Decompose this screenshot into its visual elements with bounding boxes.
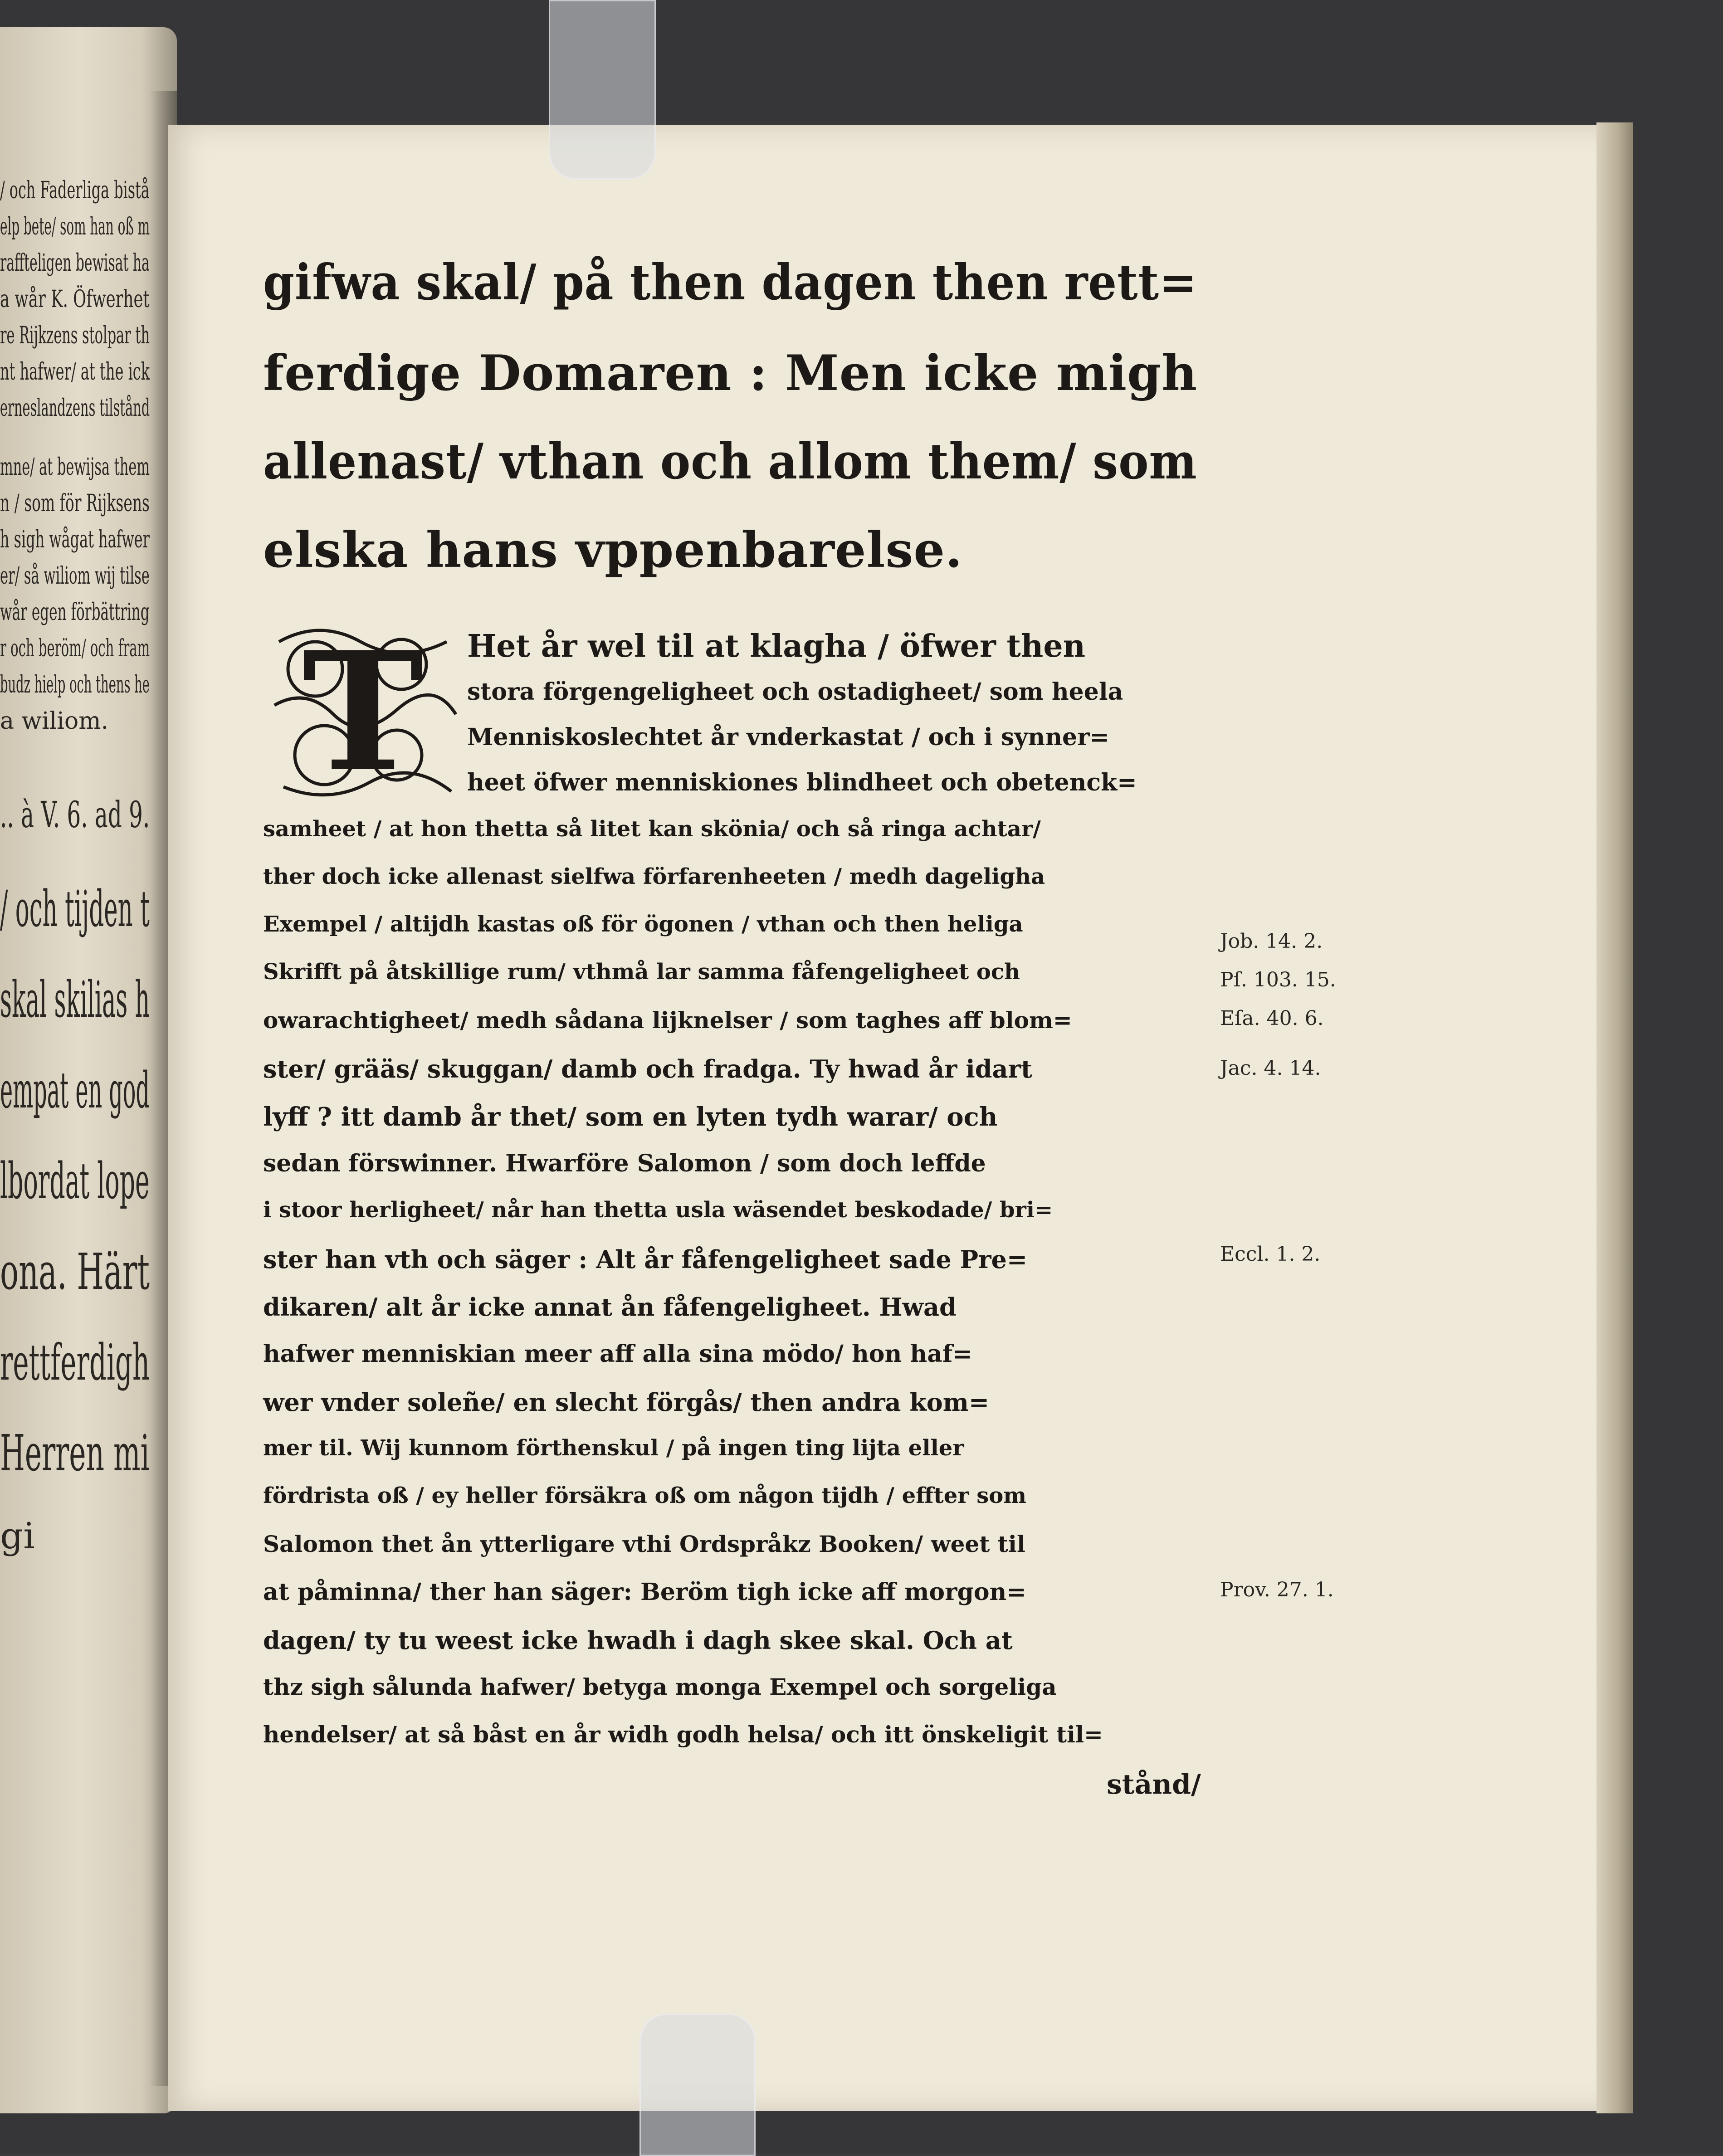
body-line: i stoor herligheet/ når han thetta usla wäsendet beskodade/ bri= bbox=[263, 1197, 1053, 1223]
left-page-line: nt hafwer/ at the ick bbox=[0, 358, 150, 385]
left-page-line: re Rijkzens stolpar th bbox=[0, 322, 150, 349]
body-line: mer til. Wij kunnom förthenskul / på ingen ting lijta eller bbox=[263, 1435, 964, 1461]
body-line: thz sigh sålunda hafwer/ betyga monga Exempel och sorgeliga bbox=[263, 1673, 1057, 1700]
left-page-line: lbordat lope bbox=[0, 1152, 150, 1210]
drop-cap bbox=[265, 615, 460, 810]
body-line: samheet / at hon thetta så litet kan skönia/ och så ringa achtar/ bbox=[263, 816, 1041, 842]
body-line: stora förgengeligheet och ostadigheet/ som heela bbox=[467, 678, 1123, 706]
margin-reference: Pſ. 103. 15. bbox=[1220, 968, 1336, 991]
heading-line: ferdige Domaren : Men icke migh bbox=[263, 345, 1198, 402]
body-line: Exempel / altijdh kastas oß för ögonen / vthan och then heliga bbox=[263, 912, 1023, 937]
left-page-line: ona. Härt bbox=[0, 1243, 150, 1301]
body-line: lyff ? itt damb år thet/ som en lyten tydh warar/ och bbox=[263, 1102, 998, 1132]
body-line: ster/ grääs/ skuggan/ damb och fradga. Ty hwad år idart bbox=[263, 1054, 1032, 1083]
left-page-line: erneslandzens tilstånd bbox=[0, 395, 150, 422]
left-page-line: .. à V. 6. ad 9. bbox=[0, 794, 150, 836]
body-line: dagen/ ty tu weest icke hwadh i dagh skee skal. Och at bbox=[263, 1626, 1013, 1655]
body-line: heet öfwer menniskiones blindheet och obetenck= bbox=[467, 769, 1137, 796]
drop-cap-letter: T bbox=[302, 616, 424, 808]
left-page-line: / och Faderliga bistå bbox=[0, 177, 150, 204]
left-page-line: gi bbox=[0, 1515, 35, 1557]
left-page-line: mne/ at bewijsa them bbox=[0, 454, 150, 481]
catchword: stånd/ bbox=[1107, 1769, 1201, 1800]
left-page-line: h sigh wågat hafwer bbox=[0, 526, 150, 553]
left-page-line: rettferdigh bbox=[0, 1333, 150, 1391]
left-page-line: Herren mi bbox=[0, 1424, 150, 1482]
left-page-line: skal skilias h bbox=[0, 971, 150, 1029]
left-page-line: budz hielp och thens he bbox=[0, 671, 150, 698]
left-page-line: a wår K. Öfwerhet bbox=[0, 286, 150, 313]
left-page-line: elp bete/ som han oß m bbox=[0, 213, 150, 240]
left-page-line: empat en god bbox=[0, 1061, 150, 1119]
left-page-line: wår egen förbättring bbox=[0, 599, 150, 626]
body-line: hendelser/ at så båst en år widh godh helsa/ och itt önskeligit til= bbox=[263, 1721, 1103, 1748]
body-line: Menniskoslechtet år vnderkastat / och i synner= bbox=[467, 723, 1110, 751]
heading-line: gifwa skal/ på then dagen then rett= bbox=[263, 254, 1197, 311]
body-line: Skrifft på åtskillige rum/ vthmå lar samma fåfengeligheet och bbox=[263, 959, 1020, 985]
left-page-line: r och beröm/ och fram bbox=[0, 635, 150, 662]
body-line: hafwer menniskian meer aff alla sina mödo/ hon haf= bbox=[263, 1340, 972, 1368]
margin-reference: Eſa. 40. 6. bbox=[1220, 1007, 1324, 1030]
book-clip-top bbox=[549, 0, 656, 180]
margin-reference: Prov. 27. 1. bbox=[1220, 1578, 1334, 1601]
left-page-line: er/ så wiliom wij tilse bbox=[0, 562, 150, 590]
margin-reference: Eccl. 1. 2. bbox=[1220, 1243, 1321, 1266]
body-line: fördrista oß / ey heller försäkra oß om någon tijdh / effter som bbox=[263, 1483, 1027, 1508]
page-edge bbox=[1596, 122, 1633, 2113]
body-line: owarachtigheet/ medh sådana lijknelser / som taghes aff blom= bbox=[263, 1007, 1072, 1034]
body-line: ster han vth och säger : Alt år fåfengeligheet sade Pre= bbox=[263, 1245, 1028, 1274]
heading-line: elska hans vppenbarelse. bbox=[263, 522, 963, 579]
left-page-line: raffteligen bewisat ha bbox=[0, 249, 150, 277]
left-page-line: / och tijden t bbox=[0, 880, 150, 938]
book-clip-bottom bbox=[639, 2014, 756, 2156]
body-line: Het år wel til at klagha / öfwer then bbox=[467, 628, 1086, 664]
left-page-line: n / som för Rijksens bbox=[0, 490, 150, 517]
heading-line: allenast/ vthan och allom them/ som bbox=[263, 433, 1197, 490]
body-line: sedan förswinner. Hwarföre Salomon / som doch leffde bbox=[263, 1150, 986, 1177]
body-line: wer vnder soleñe/ en slecht förgås/ then andra kom= bbox=[263, 1388, 990, 1417]
margin-reference: Job. 14. 2. bbox=[1220, 930, 1323, 953]
body-line: at påminna/ ther han säger: Beröm tigh icke aff morgon= bbox=[263, 1578, 1026, 1606]
left-page-line: a wiliom. bbox=[0, 707, 109, 735]
body-line: ther doch icke allenast sielfwa förfarenheeten / medh dageligha bbox=[263, 864, 1045, 889]
body-line: dikaren/ alt år icke annat ån fåfengeligheet. Hwad bbox=[263, 1293, 957, 1322]
margin-reference: Jac. 4. 14. bbox=[1220, 1057, 1321, 1080]
body-line: Salomon thet ån ytterligare vthi Ordspråkz Booken/ weet til bbox=[263, 1531, 1025, 1557]
